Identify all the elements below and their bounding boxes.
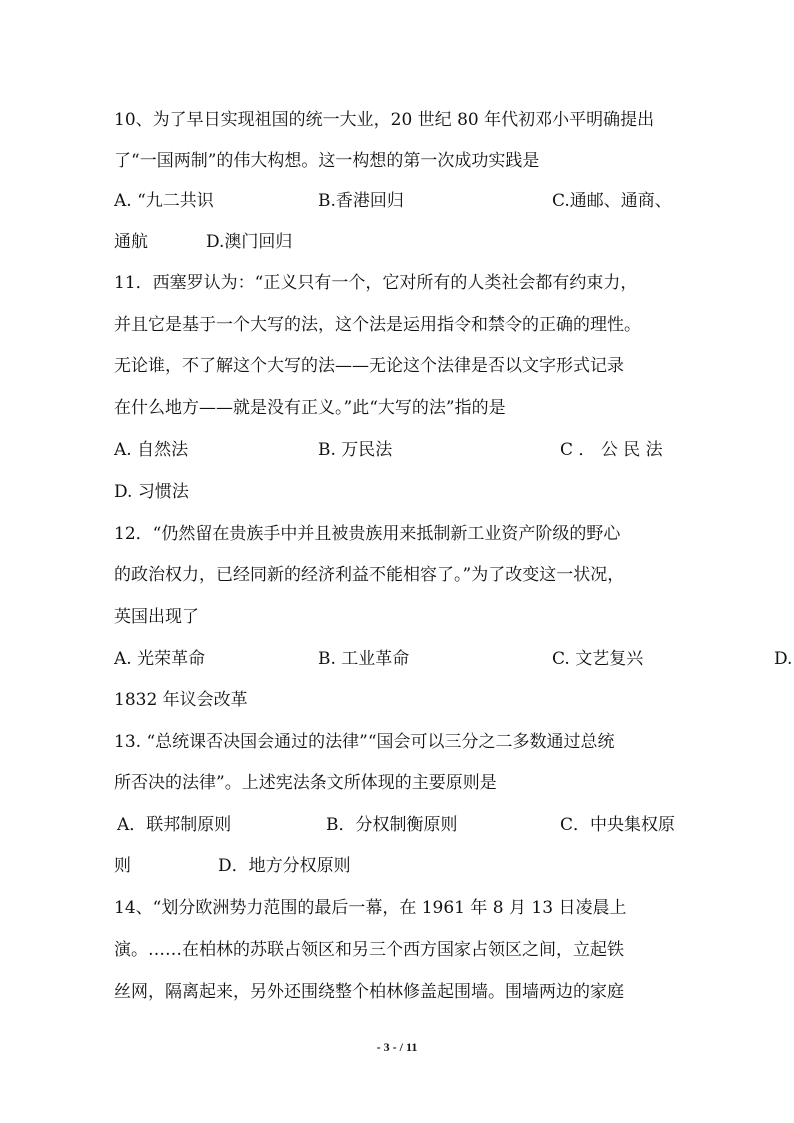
q11-option-c: C ． 公 民 法 (560, 440, 663, 460)
q14-line-1: 14、“划分欧洲势力范围的最后一幕，在 1961 年 8 月 13 日凌晨上 (114, 898, 627, 918)
q12-option-d-cont: 1832 年议会改革 (114, 690, 248, 710)
q10-option-b: B.香港回归 (318, 191, 404, 211)
q12-line-2: 的政治权力，已经同新的经济利益不能相容了。”为了改变这一状况， (114, 565, 625, 585)
q12-option-a: A. 光荣革命 (114, 649, 206, 669)
q10-option-c: C.通邮、通商、 (552, 191, 672, 211)
q11-line-3: 无论谁，不了解这个大写的法——无论这个法律是否以文字形式记录 (114, 356, 624, 376)
q12-option-b: B. 工业革命 (318, 649, 410, 669)
q11-line-1: 11．西塞罗认为：“正义只有一个，它对所有的人类社会都有约束力， (114, 273, 638, 293)
q10-line-2: 了“一国两制”的伟大构想。这一构想的第一次成功实践是 (114, 151, 540, 171)
q12-line-1: 12．“仍然留在贵族手中并且被贵族用来抵制新工业资产阶级的野心 (114, 524, 621, 544)
q13-option-d: D．地方分权原则 (218, 856, 351, 876)
q13-option-a: A．联邦制原则 (117, 815, 232, 835)
q10-line-1: 10、为了早日实现祖国的统一大业，20 世纪 80 年代初邓小平明确提出 (114, 110, 655, 130)
q10-option-c-cont: 通航 (114, 232, 148, 252)
q11-option-b: B. 万民法 (318, 440, 393, 460)
page-number: - 3 - / 11 (376, 1040, 418, 1054)
q12-option-d: D. (774, 649, 793, 669)
q13-option-c-cont: 则 (114, 856, 131, 876)
q12-line-3: 英国出现了 (114, 607, 199, 627)
q10-option-d: D.澳门回归 (206, 232, 293, 252)
q14-line-2: 演。……在柏林的苏联占领区和另三个西方国家占领区之间，立起铁 (114, 940, 624, 960)
q13-option-c: C．中央集权原 (560, 815, 676, 835)
q11-line-2: 并且它是基于一个大写的法，这个法是运用指令和禁令的正确的理性。 (114, 315, 641, 335)
q13-line-1: 13. “总统课否决国会通过的法律”“国会可以三分之二多数通过总统 (114, 732, 615, 752)
q13-line-2: 所否决的法律”。上述宪法条文所体现的主要原则是 (114, 773, 497, 793)
q11-option-d: D. 习惯法 (114, 482, 189, 502)
q12-option-c: C. 文艺复兴 (552, 649, 644, 669)
q11-line-4: 在什么地方——就是没有正义。”此“大写的法”指的是 (114, 398, 506, 418)
q14-line-3: 丝网，隔离起来，另外还围绕整个柏林修盖起围墙。围墙两边的家庭 (114, 982, 624, 1002)
q13-option-b: B．分权制衡原则 (326, 815, 458, 835)
q10-option-a: A. “九二共识 (114, 191, 214, 211)
q11-option-a: A. 自然法 (114, 440, 189, 460)
